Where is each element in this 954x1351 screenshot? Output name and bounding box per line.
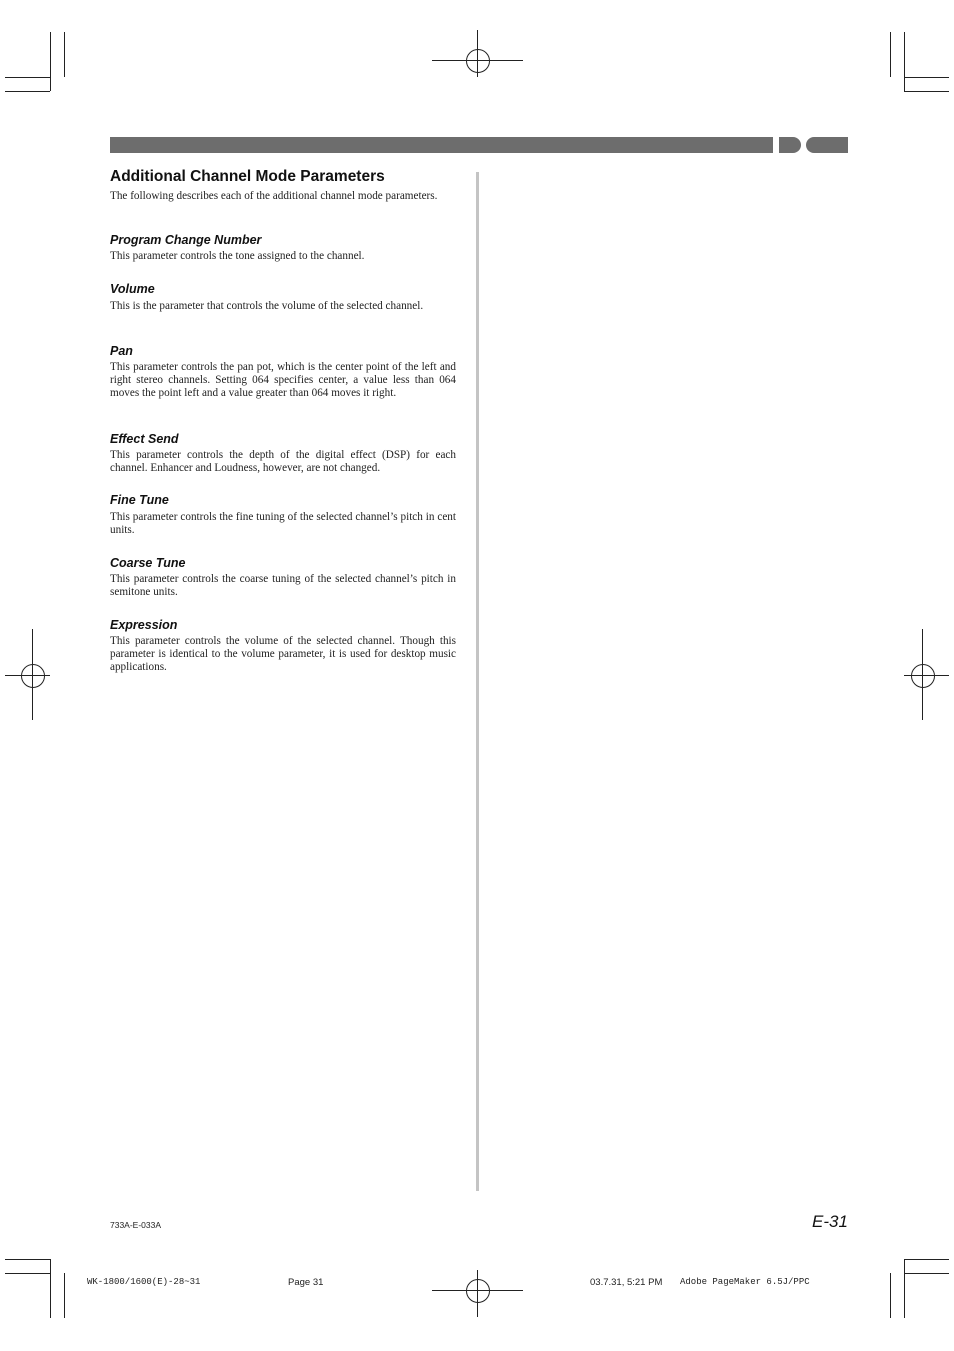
footer-page: Page 31 bbox=[288, 1277, 324, 1288]
param-text: This parameter controls the fine tuning of the selected channel’s pitch in cent units. bbox=[110, 511, 456, 536]
registration-mark-left bbox=[5, 629, 50, 720]
param-text: This is the parameter that controls the volume of the selected channel. bbox=[110, 300, 424, 312]
crop-mark bbox=[5, 1259, 50, 1260]
registration-mark-bottom bbox=[432, 1270, 523, 1317]
crop-mark bbox=[904, 1273, 949, 1274]
param-text: This parameter controls the coarse tuning of the selected channel’s pitch in semitone units. bbox=[110, 573, 456, 598]
column-divider bbox=[476, 172, 479, 1191]
crop-mark bbox=[64, 1273, 65, 1318]
param-text: This parameter controls the depth of the digital effect (DSP) for each channel. Enhancer and Loudness, however, are not changed. bbox=[110, 449, 456, 474]
footer-date: 03.7.31, 5:21 PM bbox=[590, 1277, 663, 1288]
crop-mark bbox=[904, 32, 905, 91]
footer-file: WK-1800/1600(E)-28~31 bbox=[87, 1277, 201, 1287]
param-coarse-tune bbox=[110, 556, 456, 599]
crop-mark bbox=[50, 1259, 51, 1318]
header-bar bbox=[110, 137, 773, 153]
crop-mark bbox=[904, 77, 949, 78]
crop-mark bbox=[904, 1259, 905, 1318]
param-effect-send bbox=[110, 432, 456, 475]
crop-mark bbox=[5, 1273, 50, 1274]
param-title: Expression bbox=[110, 618, 178, 632]
param-pan bbox=[110, 344, 456, 400]
header-bar-tab bbox=[806, 137, 848, 153]
crop-mark bbox=[904, 1259, 949, 1260]
param-title: Fine Tune bbox=[110, 493, 169, 507]
page-number: E-31 bbox=[812, 1212, 848, 1231]
param-text: This parameter controls the pan pot, which is the center point of the left and right stereo channels. Setting 064 specifies center, a value less than 064 moves the point left and a value greater than 064 moves it right. bbox=[110, 361, 456, 399]
crop-mark bbox=[890, 1273, 891, 1318]
param-fine-tune bbox=[110, 493, 456, 537]
crop-mark bbox=[890, 32, 891, 77]
document-code: 733A-E-033A bbox=[110, 1220, 162, 1230]
crop-mark bbox=[50, 32, 51, 91]
param-title: Pan bbox=[110, 344, 133, 358]
crop-mark bbox=[904, 91, 949, 92]
param-title: Volume bbox=[110, 282, 155, 296]
section-title: Additional Channel Mode Parameters bbox=[110, 168, 385, 185]
registration-mark-right bbox=[904, 629, 949, 720]
crop-mark bbox=[5, 77, 50, 78]
param-expression bbox=[110, 618, 456, 674]
param-title: Program Change Number bbox=[110, 233, 262, 247]
registration-mark-top bbox=[432, 15, 523, 77]
param-program-change bbox=[110, 233, 456, 263]
param-title: Effect Send bbox=[110, 432, 179, 446]
header-bar-tab bbox=[779, 137, 801, 153]
param-title: Coarse Tune bbox=[110, 556, 186, 570]
intro-text: The following describes each of the additional channel mode parameters. bbox=[110, 190, 438, 202]
crop-mark bbox=[64, 32, 65, 77]
footer-app: Adobe PageMaker 6.5J/PPC bbox=[680, 1277, 810, 1287]
param-text: This parameter controls the tone assigned to the channel. bbox=[110, 250, 365, 262]
param-text: This parameter controls the volume of the selected channel. Though this parameter is identical to the volume parameter, it is used for desktop music applications. bbox=[110, 635, 456, 673]
crop-mark bbox=[5, 91, 50, 92]
param-volume bbox=[110, 282, 456, 313]
